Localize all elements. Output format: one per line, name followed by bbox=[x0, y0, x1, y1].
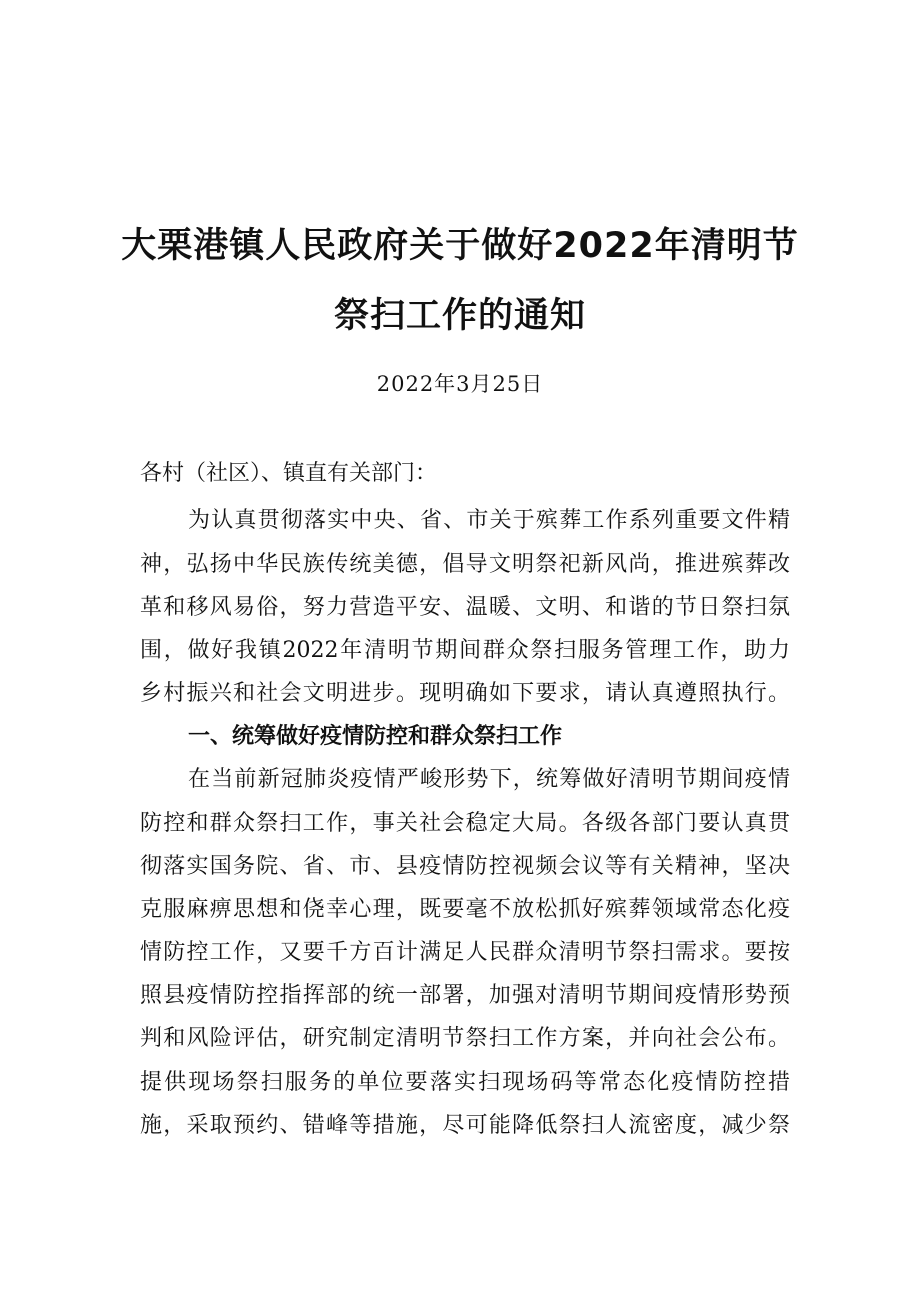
paragraph-1-line: 围，做好我镇2022年清明节期间群众祭扫服务管理工作，助力 bbox=[140, 638, 790, 663]
paragraph-1-line: 为认真贯彻落实中央、省、市关于殡葬工作系列重要文件精 bbox=[188, 508, 790, 533]
paragraph-2-line: 判和风险评估，研究制定清明节祭扫工作方案，并向社会公布。 bbox=[140, 1026, 790, 1051]
salutation: 各村（社区）、镇直有关部门： bbox=[140, 461, 438, 486]
paragraph-2-line: 施，采取预约、错峰等措施，尽可能降低祭扫人流密度，减少祭 bbox=[140, 1113, 790, 1138]
document-title-line-2: 祭扫工作的通知 bbox=[333, 296, 586, 336]
paragraph-1-line: 乡村振兴和社会文明进步。现明确如下要求，请认真遵照执行。 bbox=[140, 681, 790, 706]
paragraph-2-line: 克服麻痹思想和侥幸心理，既要毫不放松抓好殡葬领域常态化疫 bbox=[140, 897, 790, 922]
paragraph-2-line: 提供现场祭扫服务的单位要落实扫现场码等常态化疫情防控措 bbox=[140, 1070, 790, 1095]
document-date: 2022年3月25日 bbox=[376, 372, 544, 396]
paragraph-2-line: 彻落实国务院、省、市、县疫情防控视频会议等有关精神，坚决 bbox=[140, 854, 790, 879]
paragraph-1-line: 神，弘扬中华民族传统美德，倡导文明祭祀新风尚，推进殡葬改 bbox=[140, 552, 790, 577]
paragraph-2-line: 防控和群众祭扫工作，事关社会稳定大局。各级各部门要认真贯 bbox=[140, 811, 790, 836]
document-title-line-1: 大栗港镇人民政府关于做好2022年清明节 bbox=[121, 226, 799, 266]
paragraph-2-line: 照县疫情防控指挥部的统一部署，加强对清明节期间疫情形势预 bbox=[140, 983, 790, 1008]
section-1-heading: 一、统筹做好疫情防控和群众祭扫工作 bbox=[188, 724, 563, 749]
paragraph-2-line: 情防控工作，又要千方百计满足人民群众清明节祭扫需求。要按 bbox=[140, 940, 790, 965]
paragraph-1-line: 革和移风易俗，努力营造平安、温暖、文明、和谐的节日祭扫氛 bbox=[140, 595, 790, 620]
paragraph-2-line: 在当前新冠肺炎疫情严峻形势下，统筹做好清明节期间疫情 bbox=[188, 767, 790, 792]
